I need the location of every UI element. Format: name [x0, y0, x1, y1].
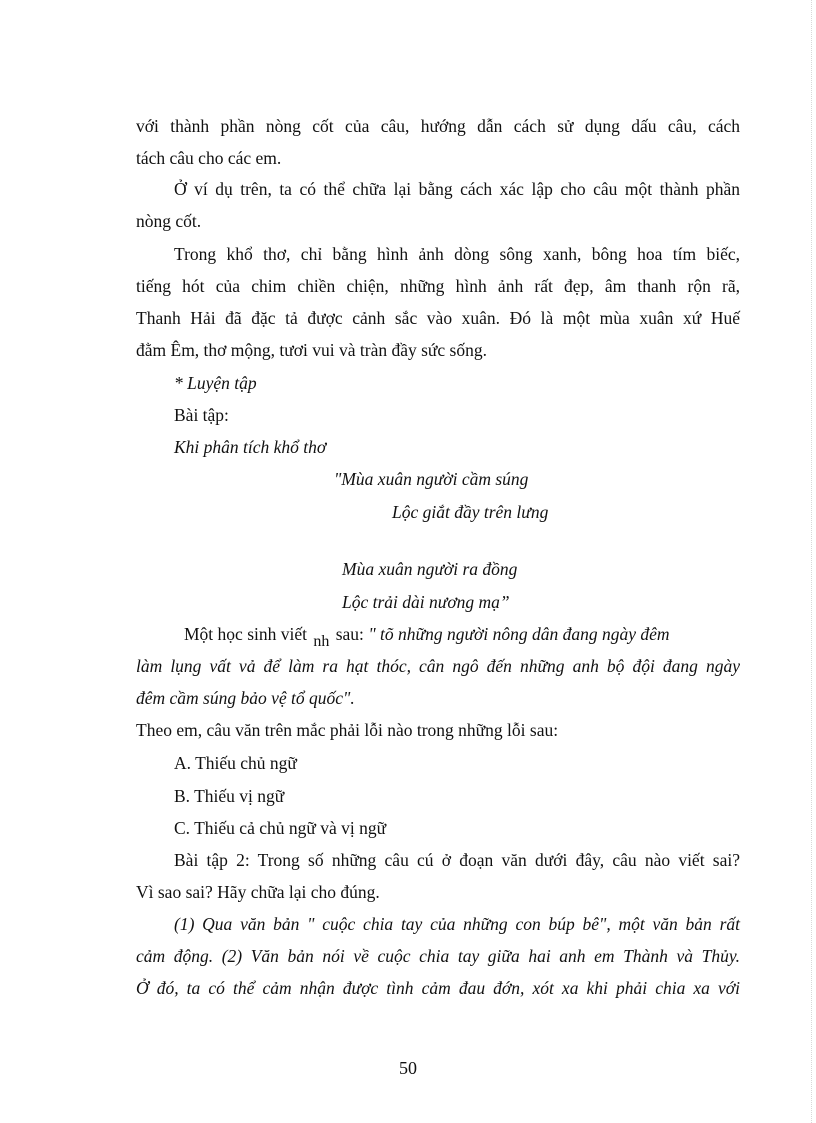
option-a: A. Thiếu chủ ngữ	[174, 753, 297, 773]
page-number: 50	[399, 1058, 417, 1078]
text-line: Trong khổ thơ, chỉ bằng hình ảnh dòng sông xanh, bông hoa tím biếc,	[174, 244, 740, 264]
section-heading: * Luyện tập	[174, 373, 257, 393]
text-line: đêm cầm súng bảo vệ tổ quốc".	[136, 688, 355, 708]
quoted-sentence: " tõ những người nông dân đang ngày đêm	[368, 624, 670, 644]
text-line: Vì sao sai? Hãy chữa lại cho đúng.	[136, 882, 380, 902]
option-c: C. Thiếu cả chủ ngữ và vị ngữ	[174, 818, 387, 838]
text-line: với thành phần nòng cốt của câu, hướng dẫn cách sử dụng dấu câu, cách	[136, 116, 740, 136]
poem-line: Mùa xuân người ra đồng	[342, 559, 518, 579]
poem-line: Lộc trải dài nương mạ”	[342, 592, 510, 612]
poem-line: "Mùa xuân người cầm súng	[334, 469, 529, 489]
text-span: Một học sinh viết	[184, 624, 307, 644]
exercise-title: Bài tập:	[174, 405, 229, 425]
text-line: nòng cốt.	[136, 211, 202, 231]
text-line: Khi phân tích khổ thơ	[174, 437, 327, 457]
text-span: sau:	[335, 624, 364, 644]
text-line: Ở đó, ta có thể cảm nhận được tình cảm đau đớn, xót xa khi phải chia xa với	[136, 978, 740, 998]
text-line: (1) Qua văn bản " cuộc chia tay của những con búp bê", một văn bản rất	[174, 914, 740, 934]
text-line: tiếng hót của chim chiền chiện, những hình ảnh rất đẹp, âm thanh rộn rã,	[136, 276, 740, 296]
question-line: Theo em, câu văn trên mắc phải lỗi nào trong những lỗi sau:	[136, 720, 559, 740]
poem-line: Lộc giắt đầy trên lưng	[392, 502, 549, 522]
text-line: Thanh Hải đã đặc tả được cảnh sắc vào xuân. Đó là một mùa xuân xứ Huế	[136, 308, 740, 328]
subscript-fragment: nh	[313, 633, 330, 650]
page-edge-rule	[811, 0, 812, 1123]
text-line: cảm động. (2) Văn bản nói về cuộc chia tay giữa hai anh em Thành và Thủy.	[136, 946, 740, 966]
text-line: làm lụng vất vả để làm ra hạt thóc, cân ngô đến những anh bộ đội đang ngày	[136, 656, 740, 676]
text-line: đằm Êm, thơ mộng, tươi vui và tràn đầy sức sống.	[136, 340, 487, 360]
exercise-2-title: Bài tập 2: Trong số những câu cú ở đoạn văn dưới đây, câu nào viết sai?	[174, 850, 740, 870]
text-line	[184, 623, 670, 650]
text-line: tách câu cho các em.	[136, 148, 282, 168]
option-b: B. Thiếu vị ngữ	[174, 786, 285, 806]
text-line: Ở ví dụ trên, ta có thể chữa lại bằng cách xác lập cho câu một thành phần	[174, 179, 740, 199]
